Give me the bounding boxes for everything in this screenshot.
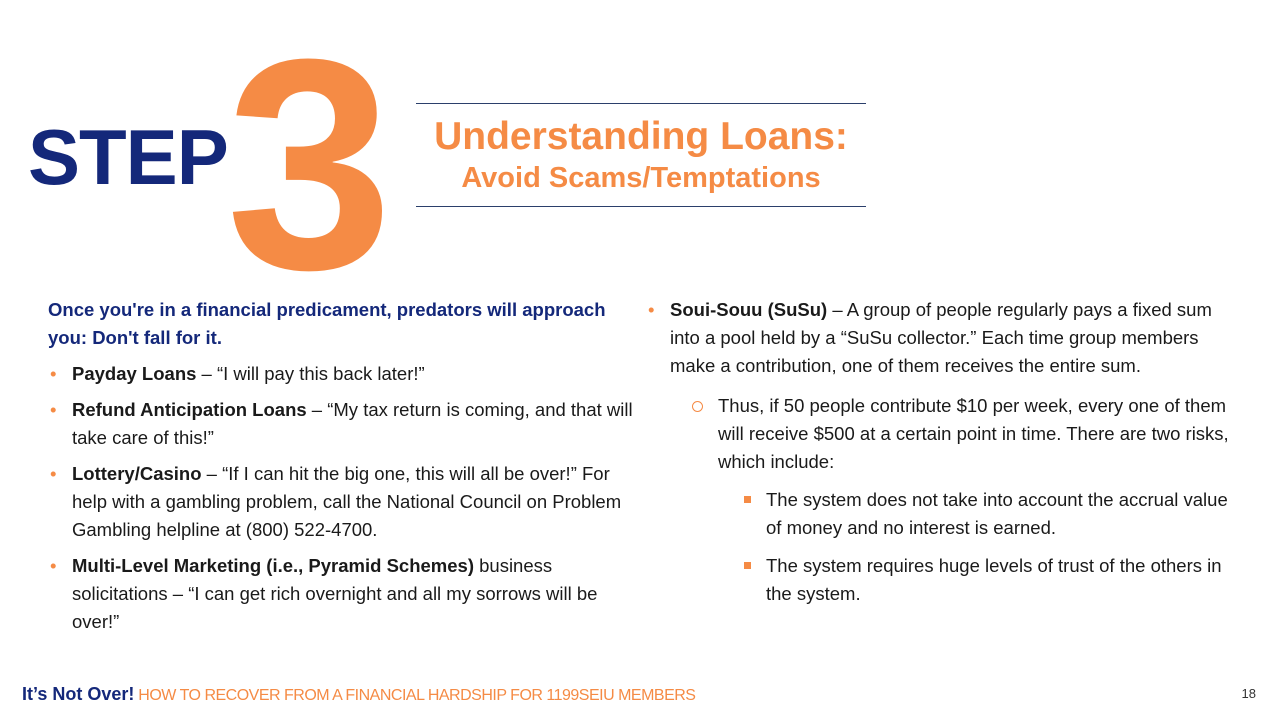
list-item: [48, 396, 638, 452]
list-item: [48, 460, 638, 544]
scam-list: [48, 360, 638, 636]
square-bullet-icon: [744, 562, 751, 569]
footer-tagline: It’s Not Over!: [22, 684, 135, 704]
risk-item: [646, 552, 1236, 608]
bullet-term: Multi-Level Marketing (i.e., Pyramid Schemes): [72, 555, 474, 576]
bullet-text: – “I will pay this back later!”: [196, 363, 425, 384]
bullet-text: – A group of people regularly pays a fixed sum into a pool held by a “SuSu collector.” Each time group members make a contribution, one of them receives the entire sum.: [670, 299, 1212, 376]
step-label: STEP: [28, 113, 228, 201]
left-column: [48, 296, 638, 644]
square-bullet-icon: [744, 496, 751, 503]
page-title: Understanding Loans:: [434, 115, 848, 158]
susu-list: [646, 296, 1236, 380]
sub-point-text: Thus, if 50 people contribute $10 per week, every one of them will receive $500 at a certain point in time. There are two risks, which include:: [718, 395, 1229, 472]
bullet-term: Refund Anticipation Loans: [72, 399, 307, 420]
list-item: [646, 296, 1236, 380]
footer: [22, 682, 695, 708]
risk-text: The system does not take into account the accrual value of money and no interest is earned.: [766, 489, 1228, 538]
bullet-text: – “If I can hit the big one, this will all be over!” For help with a gambling problem, call the National Council on Problem Gambling helpline at (800) 522-4700.: [72, 463, 622, 540]
bullet-term: Lottery/Casino: [72, 463, 202, 484]
bullet-text: business solicitations – “I can get rich overnight and all my sorrows will be over!”: [72, 555, 598, 632]
risk-text: The system requires huge levels of trust of the others in the system.: [766, 555, 1222, 604]
page-subtitle: Avoid Scams/Temptations: [461, 162, 821, 194]
page-number: 18: [1241, 686, 1256, 701]
footer-title: HOW TO RECOVER FROM A FINANCIAL HARDSHIP FOR 1199SEIU MEMBERS: [134, 687, 696, 704]
sub-point: [646, 392, 1236, 476]
bullet-term: Payday Loans: [72, 363, 197, 384]
right-column: [646, 296, 1236, 608]
title-box: [416, 103, 866, 207]
bullet-text: – “My tax return is coming, and that will take care of this!”: [72, 399, 633, 448]
risk-item: [646, 486, 1236, 542]
step-number: 3: [226, 0, 387, 332]
list-item: [48, 360, 638, 388]
circle-bullet-icon: [692, 401, 703, 412]
list-item: [48, 552, 638, 636]
bullet-term: Soui-Souu (SuSu): [670, 299, 828, 320]
intro-text: Once you're in a financial predicament, predators will approach you: Don't fall for it.: [48, 299, 606, 348]
